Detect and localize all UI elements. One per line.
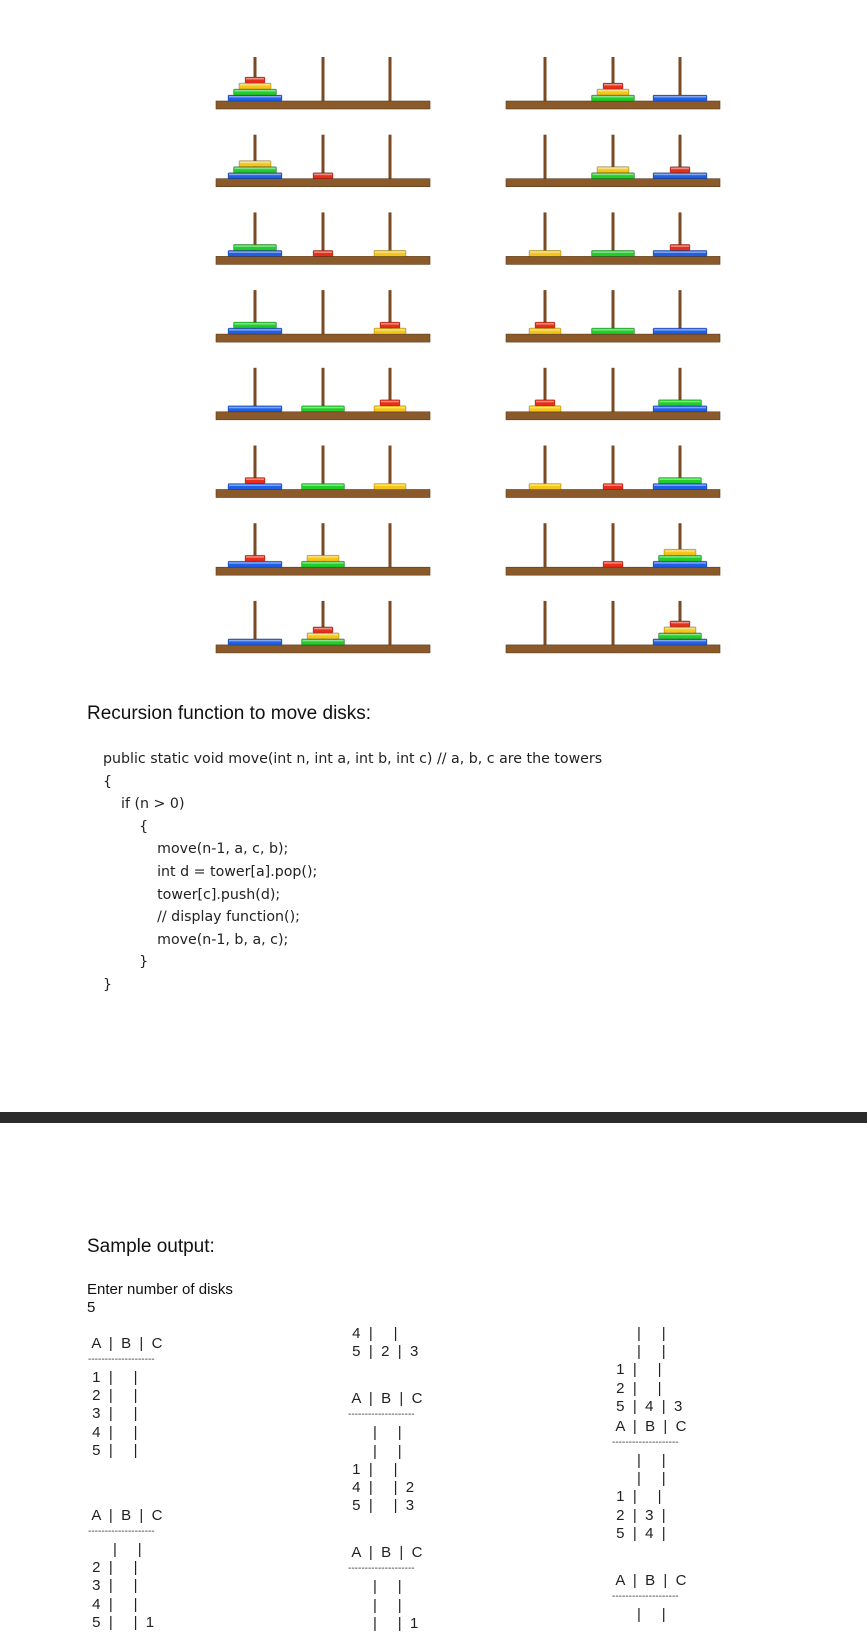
disk-4	[228, 328, 282, 334]
tower-base	[506, 645, 720, 653]
disk-highlight	[314, 174, 332, 176]
disk-highlight	[246, 479, 264, 481]
peg	[389, 446, 392, 490]
disk-highlight	[375, 251, 405, 253]
disk-4	[228, 173, 282, 179]
disk-2	[529, 406, 561, 412]
disk-highlight	[235, 168, 276, 170]
disk-highlight	[381, 323, 399, 325]
disk-4	[653, 406, 707, 412]
disk-1	[313, 250, 333, 256]
code-line: tower[c].push(d);	[103, 886, 281, 903]
code-line: public static void move(int n, int a, int b, int c) // a, b, c are the towers	[103, 751, 603, 767]
tower-base	[216, 490, 430, 498]
peg	[389, 601, 392, 645]
disk-highlight	[593, 251, 634, 253]
disk-highlight	[530, 407, 560, 409]
code-line: {	[103, 773, 113, 790]
output-line: 2 | |	[88, 1559, 138, 1577]
tower-base	[506, 412, 720, 420]
output-header: A | B | C	[612, 1571, 687, 1589]
disk-1	[535, 322, 555, 328]
peg	[612, 212, 615, 256]
disk-highlight	[246, 78, 264, 80]
output-line: 1 | |	[348, 1460, 398, 1478]
tower-base	[216, 256, 430, 264]
disk-highlight	[314, 628, 332, 630]
output-line: 4 | |	[88, 1423, 138, 1441]
tower-base	[216, 645, 430, 653]
output-header: A | B | C	[348, 1544, 423, 1562]
disk-4	[653, 95, 707, 101]
disk-4	[228, 561, 282, 567]
disk-highlight	[229, 562, 281, 564]
disk-2	[307, 633, 339, 639]
code-line: {	[103, 818, 149, 835]
disk-1	[603, 484, 623, 490]
output-line: 4 | | 2	[348, 1478, 415, 1496]
disk-highlight	[229, 96, 281, 98]
disk-highlight	[660, 479, 701, 481]
disk-highlight	[375, 407, 405, 409]
output-separator: --------------------	[88, 1526, 155, 1537]
peg	[544, 523, 547, 567]
disk-3	[234, 89, 277, 95]
disk-3	[302, 639, 345, 645]
disk-2	[374, 328, 406, 334]
peg	[389, 212, 392, 256]
sample-output-heading: Sample output:	[87, 1236, 215, 1257]
disk-2	[529, 328, 561, 334]
output-column-2	[348, 1325, 423, 1633]
tower-base	[506, 101, 720, 109]
output-header: A | B | C	[88, 1335, 163, 1352]
disk-3	[659, 400, 702, 406]
output-line: | |	[348, 1424, 402, 1442]
disk-highlight	[654, 174, 706, 176]
disk-highlight	[530, 329, 560, 331]
disk-highlight	[654, 562, 706, 564]
tower-base	[216, 334, 430, 342]
disk-3	[302, 406, 345, 412]
disk-4	[653, 639, 707, 645]
disk-highlight	[303, 640, 344, 642]
disk-highlight	[598, 90, 628, 92]
code-line: }	[103, 976, 113, 993]
peg	[612, 368, 615, 412]
disk-2	[374, 406, 406, 412]
disk-highlight	[229, 251, 281, 253]
code-block	[103, 748, 602, 997]
output-separator: --------------------	[348, 1564, 415, 1575]
disk-3	[592, 250, 635, 256]
disk-2	[529, 484, 561, 490]
peg	[612, 446, 615, 490]
disk-2	[374, 484, 406, 490]
recursion-heading: Recursion function to move disks:	[87, 703, 372, 724]
disk-4	[228, 484, 282, 490]
output-header: A | B | C	[88, 1506, 163, 1524]
disk-highlight	[671, 168, 689, 170]
disk-highlight	[604, 562, 622, 564]
disk-highlight	[303, 407, 344, 409]
output-separator: --------------------	[88, 1355, 155, 1365]
peg	[254, 601, 257, 645]
section-divider	[0, 1112, 867, 1123]
disk-1	[245, 77, 265, 83]
disk-highlight	[308, 634, 338, 636]
disk-highlight	[604, 485, 622, 487]
peg	[679, 57, 682, 101]
disk-highlight	[235, 245, 276, 247]
disk-3	[234, 244, 277, 250]
peg	[322, 57, 325, 101]
output-line: 4 | |	[88, 1595, 138, 1613]
disk-3	[592, 328, 635, 334]
disk-4	[653, 328, 707, 334]
peg	[389, 523, 392, 567]
disk-1	[535, 400, 555, 406]
output-line: | |	[612, 1605, 666, 1623]
disk-1	[245, 478, 265, 484]
tower-base	[216, 179, 430, 187]
output-line: 5 | | 3	[348, 1497, 415, 1515]
peg	[389, 135, 392, 179]
disk-highlight	[660, 401, 701, 403]
peg	[544, 135, 547, 179]
disk-highlight	[536, 323, 554, 325]
output-line: 3 | |	[88, 1577, 138, 1595]
disk-highlight	[536, 401, 554, 403]
disk-1	[670, 167, 690, 173]
disk-1	[313, 627, 333, 633]
peg	[544, 601, 547, 645]
disk-2	[529, 250, 561, 256]
disk-highlight	[671, 245, 689, 247]
code-line: // display function();	[103, 909, 300, 926]
disk-highlight	[229, 407, 281, 409]
disk-2	[239, 83, 271, 89]
disk-4	[653, 484, 707, 490]
output-line: | | 1	[348, 1614, 419, 1632]
output-line: | |	[88, 1540, 142, 1558]
disk-highlight	[375, 329, 405, 331]
output-line: | |	[612, 1451, 666, 1469]
disk-highlight	[530, 485, 560, 487]
disk-1	[670, 244, 690, 250]
peg	[322, 290, 325, 334]
peg	[322, 446, 325, 490]
disk-highlight	[654, 485, 706, 487]
tower-base	[216, 567, 430, 575]
disk-highlight	[660, 556, 701, 558]
output-line: 2 | 3 |	[612, 1506, 666, 1524]
disk-highlight	[665, 628, 695, 630]
disk-highlight	[229, 174, 281, 176]
output-line: 1 | |	[88, 1369, 138, 1386]
peg	[389, 57, 392, 101]
disk-highlight	[654, 329, 706, 331]
tower-base	[506, 567, 720, 575]
peg	[544, 446, 547, 490]
tower-base	[506, 179, 720, 187]
disk-highlight	[604, 84, 622, 86]
disk-highlight	[229, 640, 281, 642]
disk-4	[653, 173, 707, 179]
disk-2	[307, 555, 339, 561]
output-column-1	[88, 1333, 163, 1632]
output-line: 5 | 4 |	[612, 1524, 666, 1542]
disk-1	[380, 400, 400, 406]
disk-highlight	[240, 84, 270, 86]
disk-1	[245, 555, 265, 561]
peg	[254, 368, 257, 412]
towers-of-hanoi-illustration	[0, 0, 867, 660]
disk-4	[228, 406, 282, 412]
peg	[322, 368, 325, 412]
disk-3	[302, 561, 345, 567]
peg	[612, 290, 615, 334]
disk-highlight	[654, 407, 706, 409]
disk-highlight	[314, 251, 332, 253]
tower-base	[216, 101, 430, 109]
disk-highlight	[593, 174, 634, 176]
disk-4	[228, 250, 282, 256]
disk-highlight	[229, 485, 281, 487]
disk-3	[659, 478, 702, 484]
disk-3	[302, 484, 345, 490]
output-line: | |	[348, 1442, 402, 1460]
output-line: 5 | | 1	[88, 1613, 155, 1631]
disk-highlight	[235, 323, 276, 325]
peg	[679, 290, 682, 334]
disk-1	[313, 173, 333, 179]
peg	[322, 135, 325, 179]
disk-4	[228, 639, 282, 645]
disk-3	[234, 322, 277, 328]
disk-2	[374, 250, 406, 256]
disk-3	[659, 633, 702, 639]
disk-1	[603, 83, 623, 89]
output-separator: --------------------	[612, 1591, 679, 1602]
disk-highlight	[308, 556, 338, 558]
prompt-value: 5	[87, 1299, 96, 1316]
disk-highlight	[598, 168, 628, 170]
output-line: 1 | |	[612, 1361, 662, 1379]
tower-base	[506, 490, 720, 498]
disk-1	[670, 621, 690, 627]
prompt-label: Enter number of disks	[87, 1281, 233, 1298]
code-line: if (n > 0)	[103, 796, 185, 813]
disk-3	[659, 555, 702, 561]
disk-4	[228, 95, 282, 101]
disk-3	[234, 167, 277, 173]
output-line: 2 | |	[88, 1387, 138, 1405]
disk-2	[664, 627, 696, 633]
tower-base	[506, 256, 720, 264]
disk-3	[592, 173, 635, 179]
output-line: | |	[612, 1325, 666, 1342]
disk-highlight	[303, 485, 344, 487]
output-separator: --------------------	[612, 1437, 679, 1448]
disk-1	[603, 561, 623, 567]
output-line: 2 | |	[612, 1379, 662, 1397]
peg	[612, 601, 615, 645]
output-line: 5 | 4 | 3	[612, 1397, 683, 1415]
disk-4	[653, 250, 707, 256]
output-header: A | B | C	[348, 1390, 423, 1408]
disk-highlight	[671, 622, 689, 624]
code-line: move(n-1, a, c, b);	[103, 841, 289, 858]
disk-highlight	[303, 562, 344, 564]
disk-highlight	[246, 556, 264, 558]
code-line: }	[103, 954, 149, 971]
disk-highlight	[654, 251, 706, 253]
disk-highlight	[381, 401, 399, 403]
code-line: move(n-1, b, a, c);	[103, 931, 289, 948]
peg	[544, 212, 547, 256]
disk-highlight	[229, 329, 281, 331]
output-line: | |	[612, 1470, 666, 1488]
tower-base	[216, 412, 430, 420]
disk-4	[653, 561, 707, 567]
output-line: 4 | |	[348, 1325, 398, 1342]
output-separator: --------------------	[348, 1410, 415, 1421]
output-column-3	[612, 1325, 687, 1624]
peg	[322, 212, 325, 256]
disk-highlight	[375, 485, 405, 487]
disk-highlight	[240, 162, 270, 164]
disk-highlight	[593, 96, 634, 98]
output-header: A | B | C	[612, 1417, 687, 1435]
disk-highlight	[660, 634, 701, 636]
output-line: | |	[348, 1596, 402, 1614]
tower-base	[506, 334, 720, 342]
output-line: 3 | |	[88, 1405, 138, 1423]
output-line: | |	[348, 1578, 402, 1596]
code-line: int d = tower[a].pop();	[103, 863, 318, 880]
output-line: 5 | 2 | 3	[348, 1343, 419, 1361]
output-line: 1 | |	[612, 1488, 662, 1506]
disk-highlight	[665, 550, 695, 552]
disk-2	[239, 161, 271, 167]
disk-highlight	[593, 329, 634, 331]
peg	[612, 523, 615, 567]
disk-2	[664, 549, 696, 555]
disk-2	[597, 89, 629, 95]
disk-highlight	[654, 640, 706, 642]
disk-highlight	[654, 96, 706, 98]
disk-2	[597, 167, 629, 173]
peg	[544, 57, 547, 101]
output-line: | |	[612, 1343, 666, 1361]
disk-highlight	[235, 90, 276, 92]
disk-highlight	[530, 251, 560, 253]
output-line: 5 | |	[88, 1441, 138, 1459]
disk-1	[380, 322, 400, 328]
disk-3	[592, 95, 635, 101]
